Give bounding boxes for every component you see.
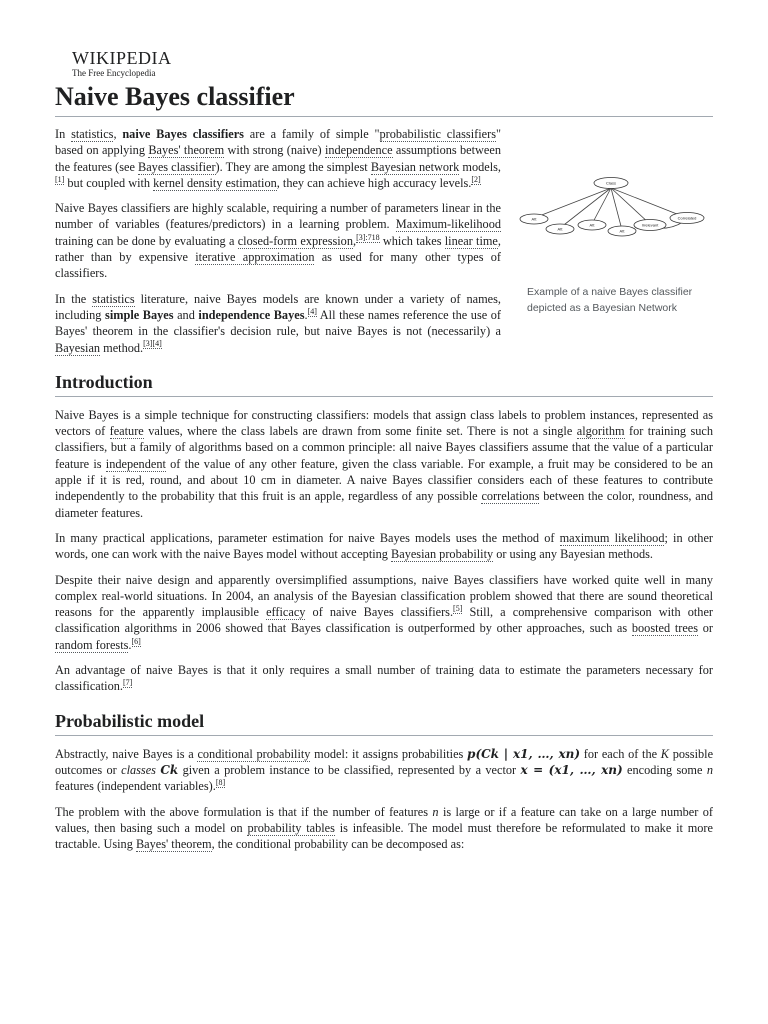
link-probabilistic-classifiers[interactable]: probabilistic classifiers	[379, 127, 496, 141]
title-divider	[55, 116, 713, 117]
bayesian-network-diagram[interactable]	[517, 126, 713, 276]
link-maximum-likelihood-2[interactable]: maximum likelihood	[559, 530, 665, 545]
link-statistics[interactable]: statistics	[71, 127, 114, 141]
citation-7[interactable]: [7]	[122, 678, 133, 688]
citation-3-718[interactable]: [3]:718	[356, 232, 380, 242]
logo-tagline: The Free Encyclopedia	[72, 68, 156, 78]
citation-8[interactable]: [8]	[215, 778, 226, 788]
intro-paragraph-1: Naive Bayes is a simple technique for constructing classifiers: models that assign class labels to problem instances, represented as vectors of feature values, where the class labels are drawn from some finite set. There is not a single algorithm for training such classifiers, but a family of algorithms based on a common principle: all naive Bayes classifiers assume that the value of a particular feature is independent of the value of any other feature, given the class variable. For example, a fruit may be considered to be an apple if it is red, round, and about 10 cm in diameter. A naive Bayes classifier considers each of these features to contribute independently to the probability that this fruit is an apple, regardless of any possible correlations between the color, roundness, and diameter features.	[55, 407, 714, 520]
var-n: n	[706, 762, 713, 777]
node-correlated-label: Correlated	[677, 215, 697, 221]
term-simple-bayes: simple Bayes	[105, 307, 174, 322]
link-random-forests[interactable]: random forests	[55, 637, 129, 652]
link-iterative-approximation[interactable]: iterative approximation	[195, 250, 315, 265]
link-probability-tables[interactable]: probability tables	[247, 820, 335, 835]
var-k: K	[660, 746, 669, 761]
link-independence[interactable]: independence	[324, 143, 393, 158]
link-boosted-trees[interactable]: boosted trees	[631, 621, 699, 636]
link-conditional-probability[interactable]: conditional probability	[197, 746, 311, 761]
link-maximum-likelihood[interactable]: Maximum-likelihood	[395, 217, 501, 232]
node-irrelevant-label: Irrelevant	[641, 222, 659, 228]
figure-caption: Example of a naive Bayes classifier depicted as a Bayesian Network	[527, 286, 693, 314]
citation-4[interactable]: [4]	[307, 306, 317, 316]
node-att-4-label: Att	[619, 228, 625, 234]
link-correlations[interactable]: correlations	[481, 489, 540, 504]
intro-paragraph-2: In many practical applications, parameter estimation for naive Bayes models uses the method of maximum likelihood; in other words, one can work with the naive Bayes model without accepting Bayesian probability or using any Bayesian methods.	[55, 530, 713, 562]
citation-3-4[interactable]: [3][4]	[143, 339, 162, 349]
node-att-2-label: Att	[557, 226, 563, 232]
formula-class-ck: Ck	[160, 762, 179, 777]
link-kernel-density-estimation[interactable]: kernel density estimation	[153, 175, 277, 190]
link-bayes-classifier[interactable]: Bayes classifier	[138, 159, 216, 174]
formula-posterior: p(Ck | x1, …, xn)	[467, 746, 581, 761]
bayes-network-figure	[517, 126, 713, 316]
heading-introduction: Introduction	[55, 370, 713, 397]
link-efficacy[interactable]: efficacy	[266, 605, 306, 620]
link-independent[interactable]: independent	[105, 456, 166, 471]
term-independence-bayes: independence Bayes	[198, 307, 305, 322]
link-bayesian-network[interactable]: Bayesian network	[370, 159, 460, 174]
link-closed-form-expression[interactable]: closed-form expression	[237, 233, 353, 248]
intro-paragraph-3: Despite their naive design and apparently oversimplified assumptions, naive Bayes classifiers have worked quite well in many complex real-world situations. In 2004, an analysis of the Bayesian classification problem showed that there are sound theoretical reasons for the apparently implausible efficacy of naive Bayes classifiers.[5] Still, a comprehensive comparison with other classification algorithms in 2006 showed that Bayes classification is outperformed by other approaches, such as boosted trees or random forests.[6]	[55, 572, 713, 652]
citation-2[interactable]: [2]	[471, 174, 481, 184]
page-title: Naive Bayes classifier	[55, 82, 295, 111]
node-att-3-label: Att	[589, 222, 595, 228]
citation-5[interactable]: [5]	[453, 604, 463, 614]
formula-feature-vector: x = (x1, …, xn)	[520, 762, 623, 777]
heading-probabilistic-model: Probabilistic model	[55, 709, 713, 736]
node-att-1-label: Att	[531, 216, 537, 222]
intro-paragraph-4: An advantage of naive Bayes is that it only requires a small number of training data to estimate the parameters necessary for classification.[7]	[55, 663, 713, 694]
lead-paragraph-3: In the statistics literature, naive Bayes models are known under a variety of names, including simple Bayes and independence Bayes.[4] All these names reference the use of Bayes' theorem in the classifier's decision rule, but naive Bayes is not (necessarily) a Bayesian method.[3][4]	[55, 291, 501, 355]
link-feature[interactable]: feature	[109, 424, 144, 439]
model-paragraph-2: The problem with the above formulation is that if the number of features n is large or if a feature can take on a large number of values, then basing such a model on probability tables is infeasible. The model must therefore be reformulated to make it more tractable. Using Bayes' theorem, the conditional probability can be decomposed as:	[55, 804, 713, 852]
citation-6[interactable]: [6]	[131, 636, 141, 646]
wikipedia-logo[interactable]	[72, 48, 171, 78]
link-linear-time[interactable]: linear time	[444, 233, 498, 248]
lead-paragraph-2: Naive Bayes classifiers are highly scalable, requiring a number of parameters linear in the number of variables (features/predictors) in a learning problem. Maximum-likelihood training can be done by evaluating a closed-form expression,$^{[3]:718}$ which takes linear time, rather than by expensive iterative approximation as used for many other types of classifiers.	[55, 201, 501, 281]
link-bayesian-probability[interactable]: Bayesian probability	[391, 547, 494, 562]
link-bayesian[interactable]: Bayesian	[55, 340, 101, 355]
logo-wordmark: WIKIPEDIA	[72, 48, 172, 68]
article-content	[55, 126, 713, 861]
var-n-2: n	[432, 804, 439, 819]
node-class-label: Class	[605, 180, 617, 186]
link-algorithm[interactable]: algorithm	[576, 424, 625, 439]
lead-paragraph-1: In statistics, naive Bayes classifiers are a family of simple "probabilistic classifiers" based on applying Bayes' theorem with strong (naive) independence assumptions between the features (see Bayes classifier). They are among the simplest Bayesian network models,[1] but coupled with kernel density estimation, they can achieve high accuracy levels.[2]	[55, 127, 502, 190]
model-paragraph-1: Abstractly, naive Bayes is a conditional probability model: it assigns probabilities p(Ck | x1, …, xn) for each of the K possible outcomes or classes Ck given a problem instance to be classified, represented by a vector x = (x1, …, xn) encoding some n features (independent variables).[8]	[55, 746, 714, 794]
link-bayes-theorem-2[interactable]: Bayes' theorem	[135, 837, 212, 852]
link-statistics-2[interactable]: statistics	[92, 291, 135, 306]
link-bayes-theorem[interactable]: Bayes' theorem	[148, 143, 225, 158]
citation-1[interactable]: [1]	[55, 174, 65, 184]
term-naive-bayes-classifiers: naive Bayes classifiers	[122, 127, 244, 141]
